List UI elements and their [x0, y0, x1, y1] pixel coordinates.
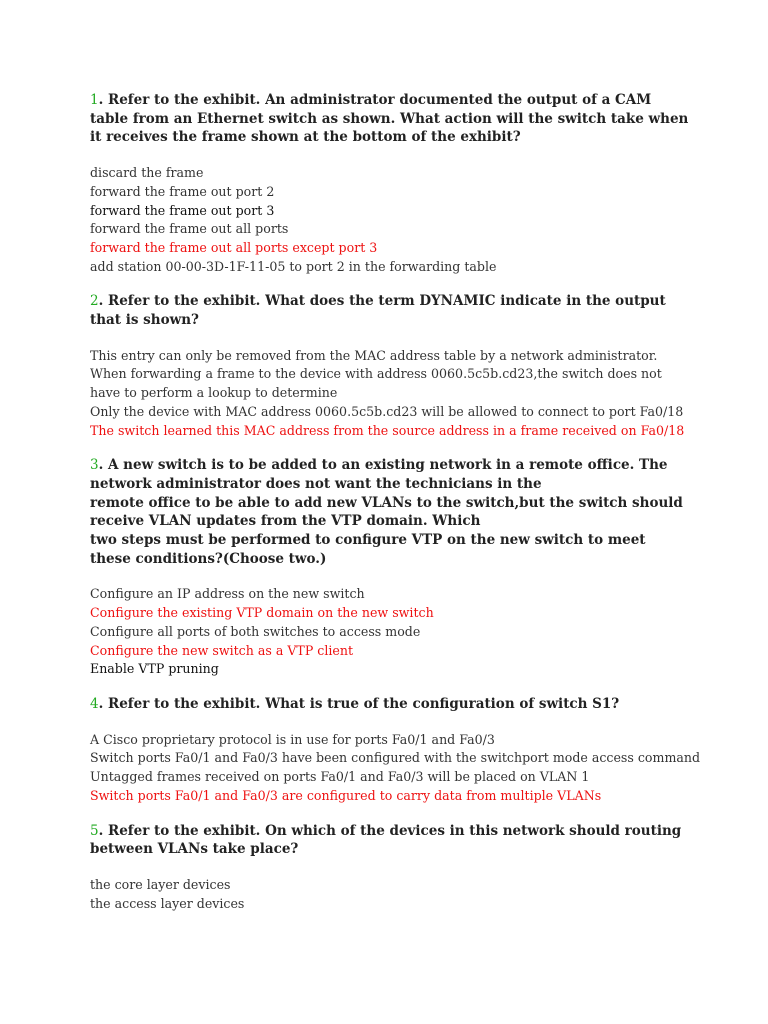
- question-4: [90, 695, 701, 806]
- question-5: [90, 822, 690, 914]
- answer-option: A Cisco proprietary protocol is in use for ports Fa0/1 and Fa0/3: [90, 731, 495, 747]
- correct-answer-option: Configure the new switch as a VTP client: [90, 642, 354, 658]
- answer-option: This entry can only be removed from the MAC address table by a network administrator.: [90, 347, 658, 363]
- question-1-title: 1. Refer to the exhibit. An administrator documented the output of a CAM table from an Ethernet switch as shown. What action will the switch take when it receives the frame shown at the bottom of the exhibit?: [90, 92, 689, 146]
- question-5-text: Refer to the exhibit. On which of the devices in this network should routing between VLANs take place?: [90, 822, 682, 858]
- answer-option: the access layer devices: [90, 895, 245, 911]
- answer-option: Only the device with MAC address 0060.5c5b.cd23 will be allowed to connect to port Fa0/18: [90, 403, 684, 419]
- question-3-text: A new switch is to be added to an existing network in a remote office. The network administrator does not want the technicians in the remote office to be able to add new VLANs to the switch,but the switch should receive VLAN updates from the VTP domain. Which two steps must be performed to configure VTP on the new switch to meet these conditions?(Choose two.): [90, 457, 683, 567]
- question-3-answers: [90, 585, 690, 679]
- answer-option: When forwarding a frame to the device with address 0060.5c5b.cd23,the switch does not have to perform a lookup to determine: [90, 366, 662, 401]
- correct-answer-option: forward the frame out all ports except port 3: [90, 239, 378, 255]
- question-2-text: Refer to the exhibit. What does the term DYNAMIC indicate in the output that is shown?: [90, 293, 666, 329]
- question-4-number: 4: [90, 695, 99, 712]
- question-2-number: 2: [90, 293, 99, 310]
- question-3-number: 3: [90, 457, 99, 474]
- question-4-answers: [90, 731, 701, 806]
- question-1-text: Refer to the exhibit. An administrator documented the output of a CAM table from an Ethernet switch as shown. What action will the switch take when it receives the frame shown at the bottom of the exhibit?: [90, 92, 689, 146]
- answer-option: discard the frame: [90, 165, 204, 181]
- answer-option: forward the frame out all ports: [90, 221, 289, 237]
- question-2: [90, 292, 690, 440]
- question-5-answers: [90, 876, 690, 913]
- answer-option: Switch ports Fa0/1 and Fa0/3 have been configured with the switchport mode access command: [90, 750, 701, 766]
- question-5-title: 5. Refer to the exhibit. On which of the devices in this network should routing between VLANs take place?: [90, 822, 682, 858]
- question-4-text: Refer to the exhibit. What is true of the configuration of switch S1?: [108, 695, 620, 712]
- question-2-title: 2. Refer to the exhibit. What does the term DYNAMIC indicate in the output that is shown?: [90, 293, 666, 329]
- answer-option: Configure an IP address on the new switch: [90, 586, 365, 602]
- question-2-answers: [90, 347, 690, 441]
- question-4-title: 4. Refer to the exhibit. What is true of the configuration of switch S1?: [90, 695, 620, 712]
- answer-option: Untagged frames received on ports Fa0/1 and Fa0/3 will be placed on VLAN 1: [90, 769, 590, 785]
- question-1: [90, 91, 690, 276]
- answer-option: Configure all ports of both switches to access mode: [90, 623, 421, 639]
- question-3-title: 3. A new switch is to be added to an existing network in a remote office. The network administrator does not want the technicians in the remote office to be able to add new VLANs to the switch,but the switch should receive VLAN updates from the VTP domain. Which two steps must be performed to configure VTP on the new switch to meet these conditions?(Choose two.): [90, 457, 683, 567]
- question-1-answers: [90, 164, 690, 276]
- question-5-number: 5: [90, 822, 99, 839]
- answer-option: forward the frame out port 3: [90, 202, 275, 218]
- answer-option: add station 00-00-3D-1F-11-05 to port 2 in the forwarding table: [90, 258, 497, 274]
- answer-option: Enable VTP pruning: [90, 661, 219, 677]
- correct-answer-option: Configure the existing VTP domain on the new switch: [90, 605, 434, 621]
- answer-option: the core layer devices: [90, 876, 231, 892]
- question-1-number: 1: [90, 92, 99, 108]
- correct-answer-option: Switch ports Fa0/1 and Fa0/3 are configured to carry data from multiple VLANs: [90, 787, 602, 803]
- question-3: [90, 456, 690, 679]
- correct-answer-option: The switch learned this MAC address from the source address in a frame received on Fa0/18: [90, 422, 685, 438]
- answer-option: forward the frame out port 2: [90, 183, 275, 199]
- quiz-page: [90, 91, 701, 913]
